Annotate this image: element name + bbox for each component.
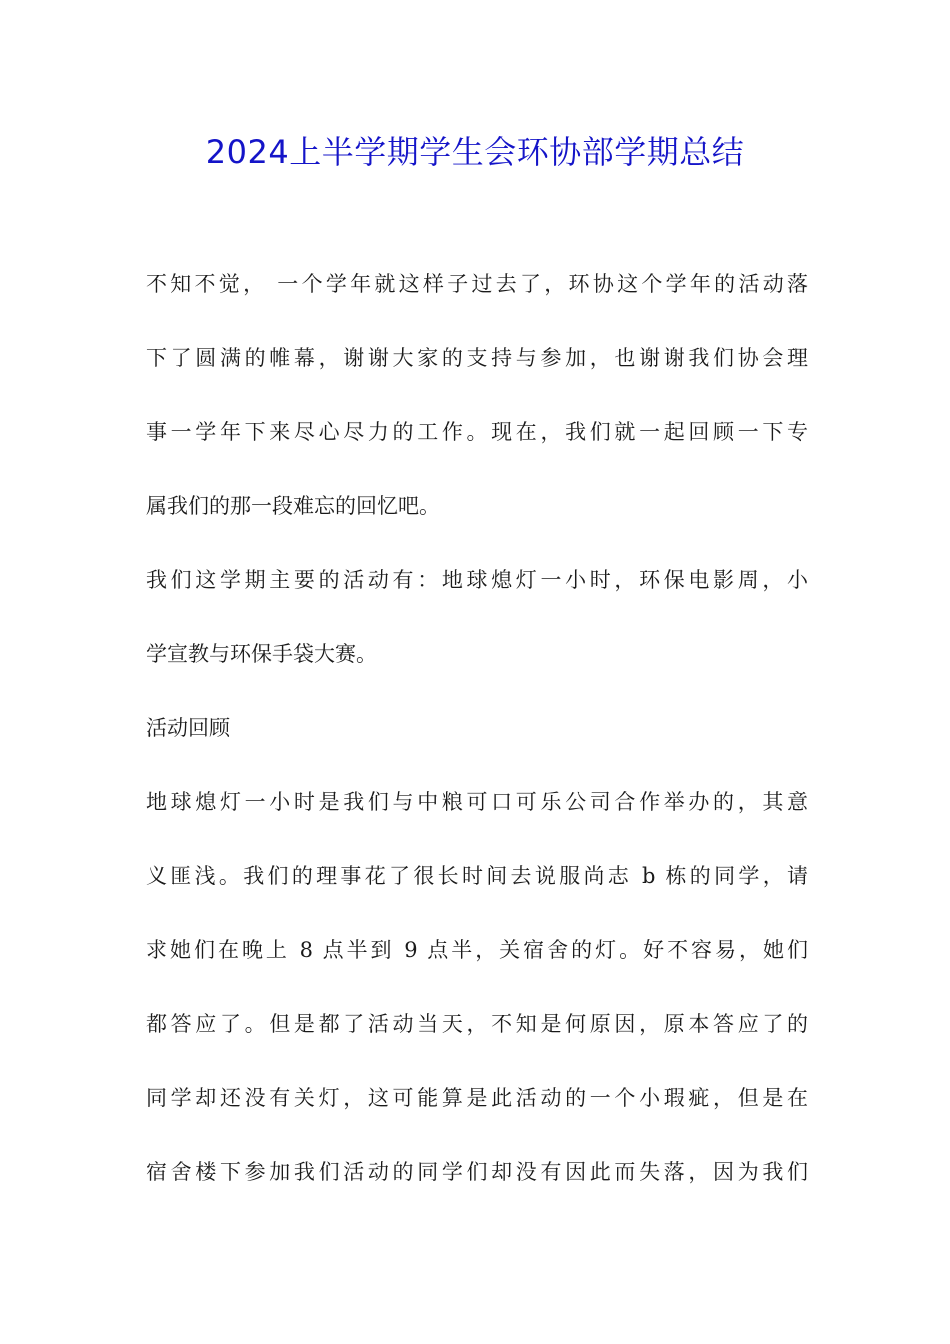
body-line: 我们这学期主要的活动有：地球熄灯一小时，环保电影周，小	[146, 568, 808, 592]
body-line: 事一学年下来尽心尽力的工作。现在，我们就一起回顾一下专	[146, 420, 808, 444]
body-line: 不知不觉， 一个学年就这样子过去了，环协这个学年的活动落	[146, 272, 808, 296]
body-line: 宿舍楼下参加我们活动的同学们却没有因此而失落，因为我们	[146, 1160, 808, 1184]
body-line: 同学却还没有关灯，这可能算是此活动的一个小瑕疵，但是在	[146, 1086, 808, 1110]
document-title: 2024上半学期学生会环协部学期总结	[205, 133, 745, 171]
body-line: 属我们的那一段难忘的回忆吧。	[146, 494, 440, 518]
body-line: 地球熄灯一小时是我们与中粮可口可乐公司合作举办的，其意	[146, 790, 808, 814]
document-body	[146, 262, 808, 1224]
body-line: 下了圆满的帷幕，谢谢大家的支持与参加，也谢谢我们协会理	[146, 346, 808, 370]
body-line: 活动回顾	[146, 716, 230, 740]
body-line: 学宣教与环保手袋大赛。	[146, 642, 377, 666]
body-line: 都答应了。但是都了活动当天，不知是何原因，原本答应了的	[146, 1012, 808, 1036]
body-line: 求她们在晚上 8 点半到 9 点半，关宿舍的灯。好不容易，她们	[146, 938, 808, 962]
body-line: 义匪浅。我们的理事花了很长时间去说服尚志 b 栋的同学，请	[146, 864, 808, 888]
